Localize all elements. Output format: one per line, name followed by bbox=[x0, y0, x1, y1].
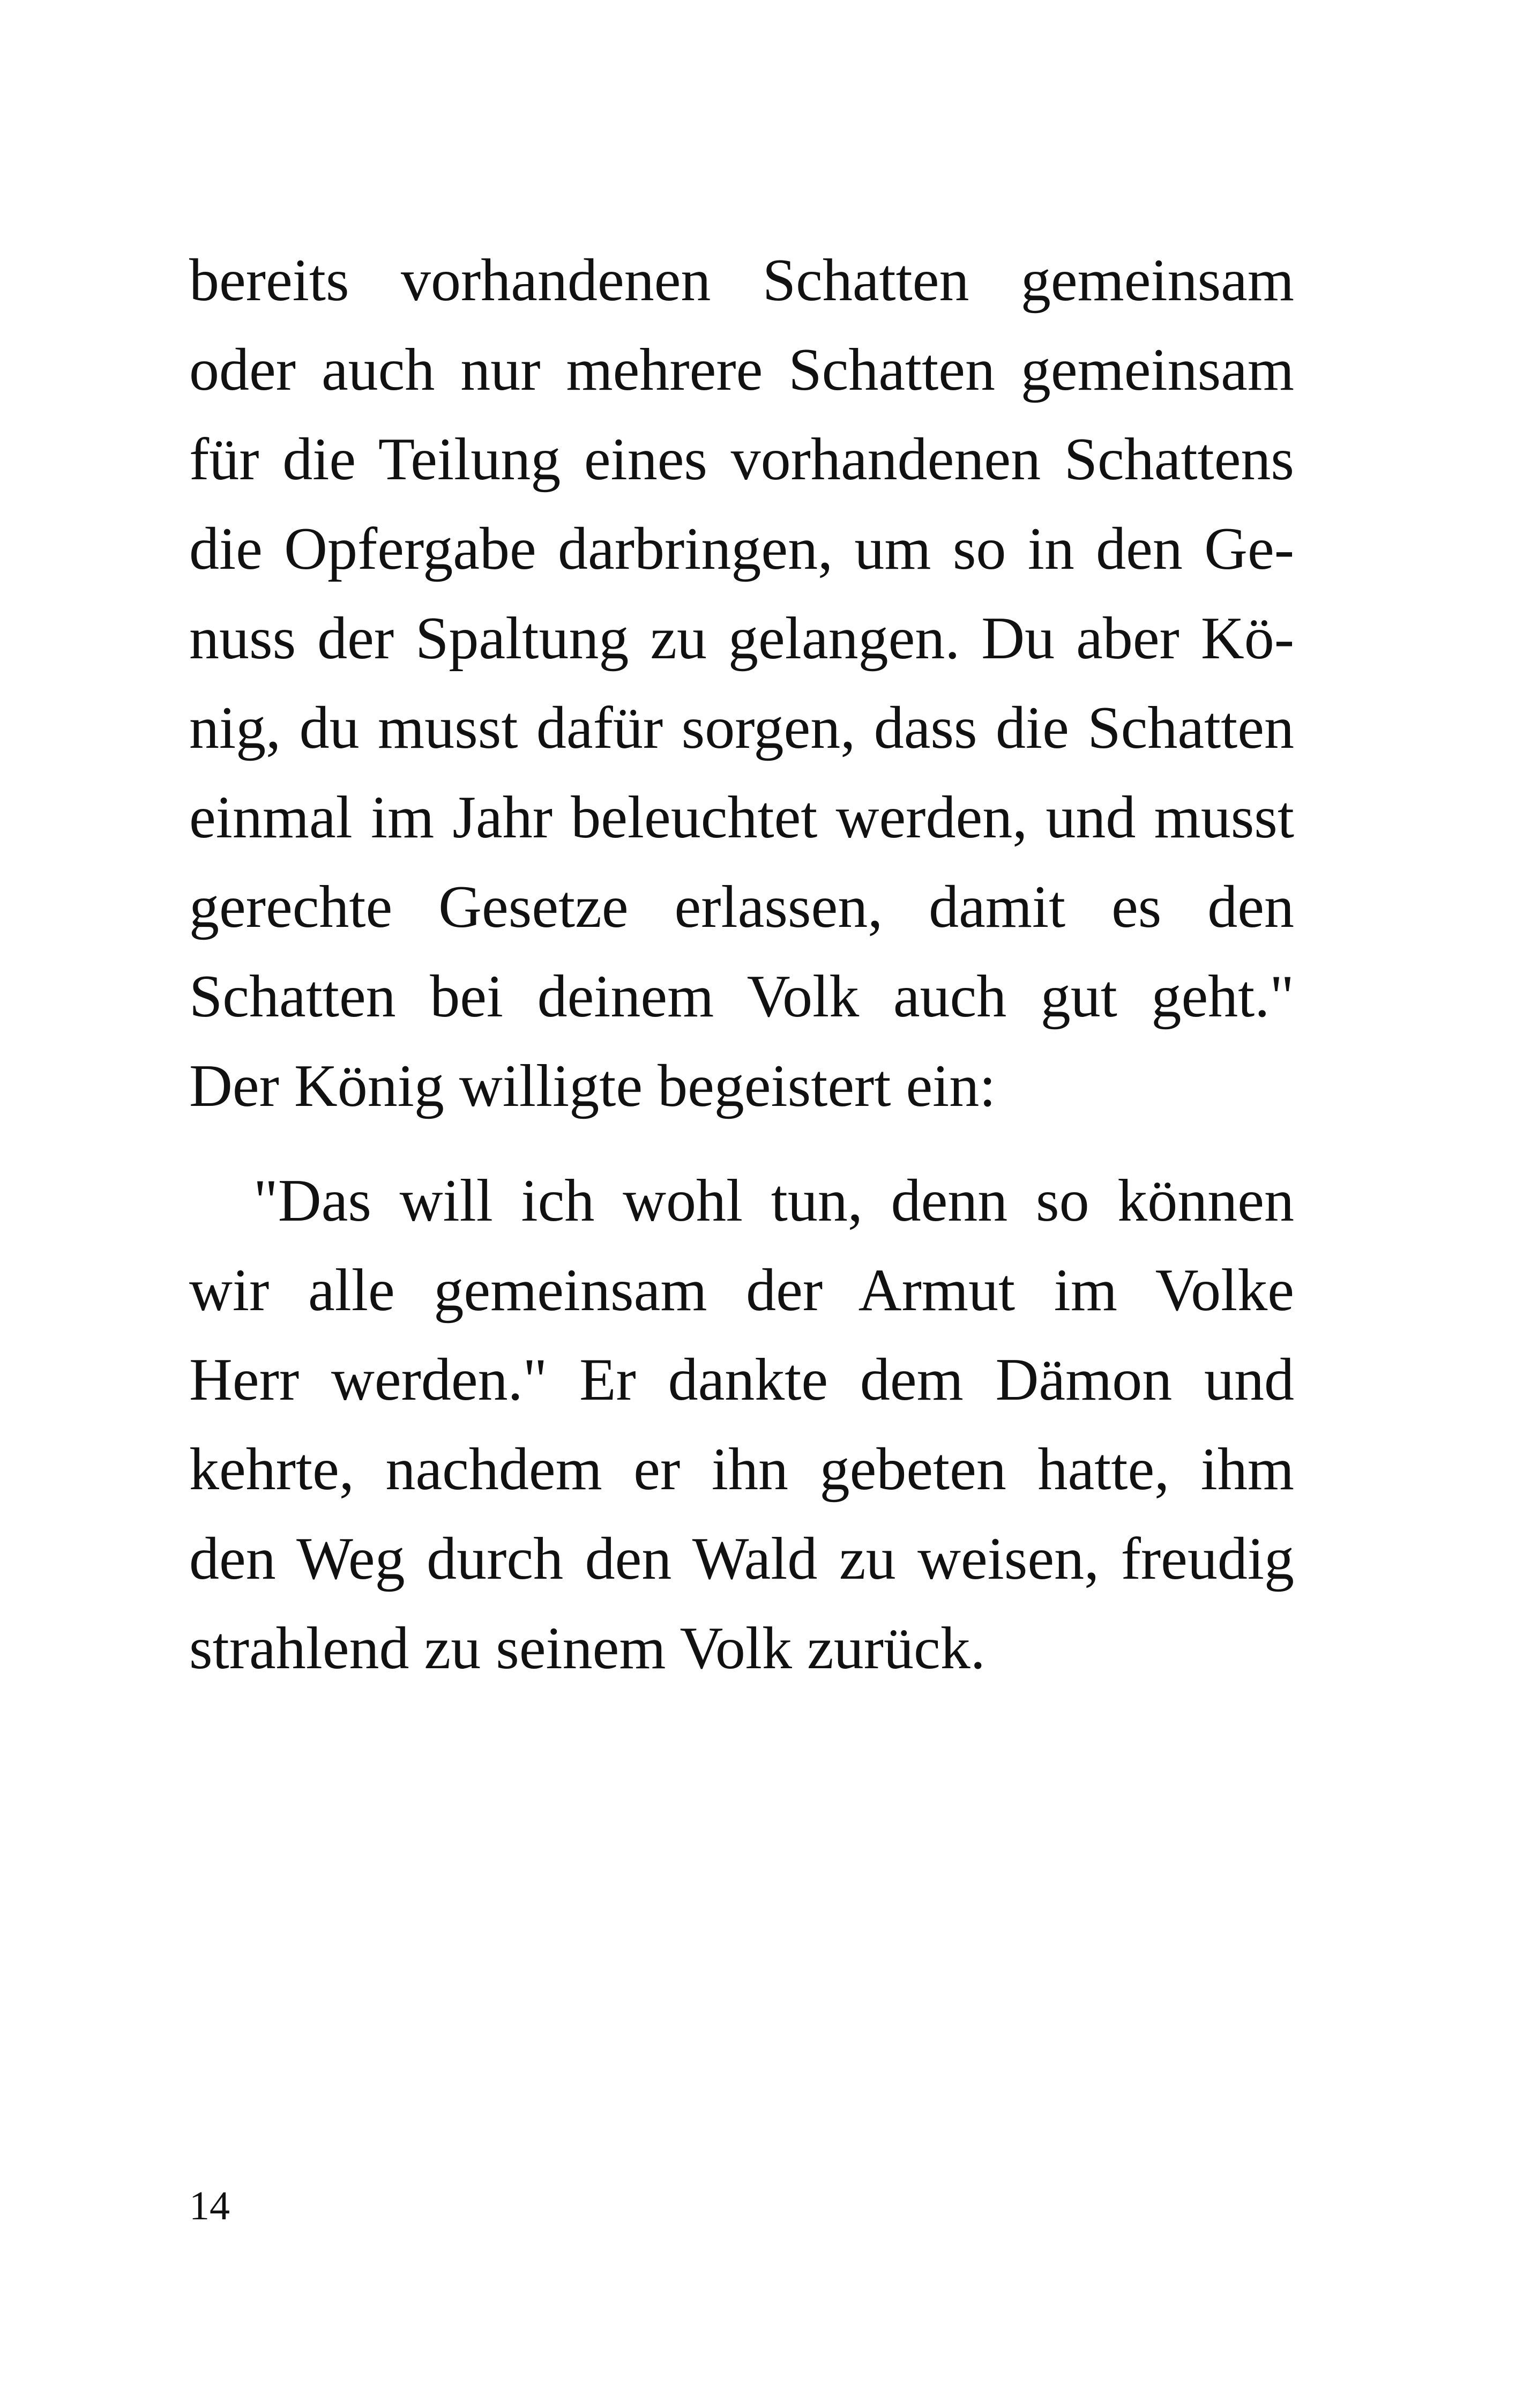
text-line: einmal im Jahr beleuchtet werden, und musst bbox=[189, 784, 1294, 851]
text-line: den Weg durch den Wald zu weisen, freudig bbox=[189, 1526, 1294, 1592]
paragraph-2 bbox=[189, 1156, 1294, 1693]
text-line: nig, du musst dafür sorgen, dass die Schatten bbox=[189, 695, 1294, 761]
text-line: wir alle gemeinsam der Armut im Volke bbox=[189, 1257, 1294, 1324]
text-line: Der König willigte begeistert ein: bbox=[189, 1053, 996, 1119]
text-line: gerechte Gesetze erlassen, damit es den bbox=[189, 874, 1294, 940]
text-line: nuss der Spaltung zu gelangen. Du aber Kö- bbox=[189, 605, 1294, 672]
text-line: kehrte, nachdem er ihn gebeten hatte, ihm bbox=[189, 1436, 1294, 1503]
paragraph-1 bbox=[189, 236, 1294, 1131]
text-line: die Opfergabe darbringen, um so in den Ge- bbox=[189, 516, 1294, 582]
text-line: bereits vorhandenen Schatten gemeinsam bbox=[189, 247, 1294, 314]
page-number: 14 bbox=[189, 2183, 230, 2228]
text-line: oder auch nur mehrere Schatten gemeinsam bbox=[189, 337, 1294, 403]
text-line: "Das will ich wohl tun, denn so können bbox=[253, 1168, 1294, 1234]
body-text bbox=[189, 236, 1294, 1693]
text-line: für die Teilung eines vorhandenen Schattens bbox=[189, 426, 1294, 493]
text-line: Schatten bei deinem Volk auch gut geht." bbox=[189, 963, 1294, 1030]
text-line: Herr werden." Er dankte dem Dämon und bbox=[189, 1347, 1294, 1413]
text-line: strahlend zu seinem Volk zurück. bbox=[189, 1615, 986, 1682]
